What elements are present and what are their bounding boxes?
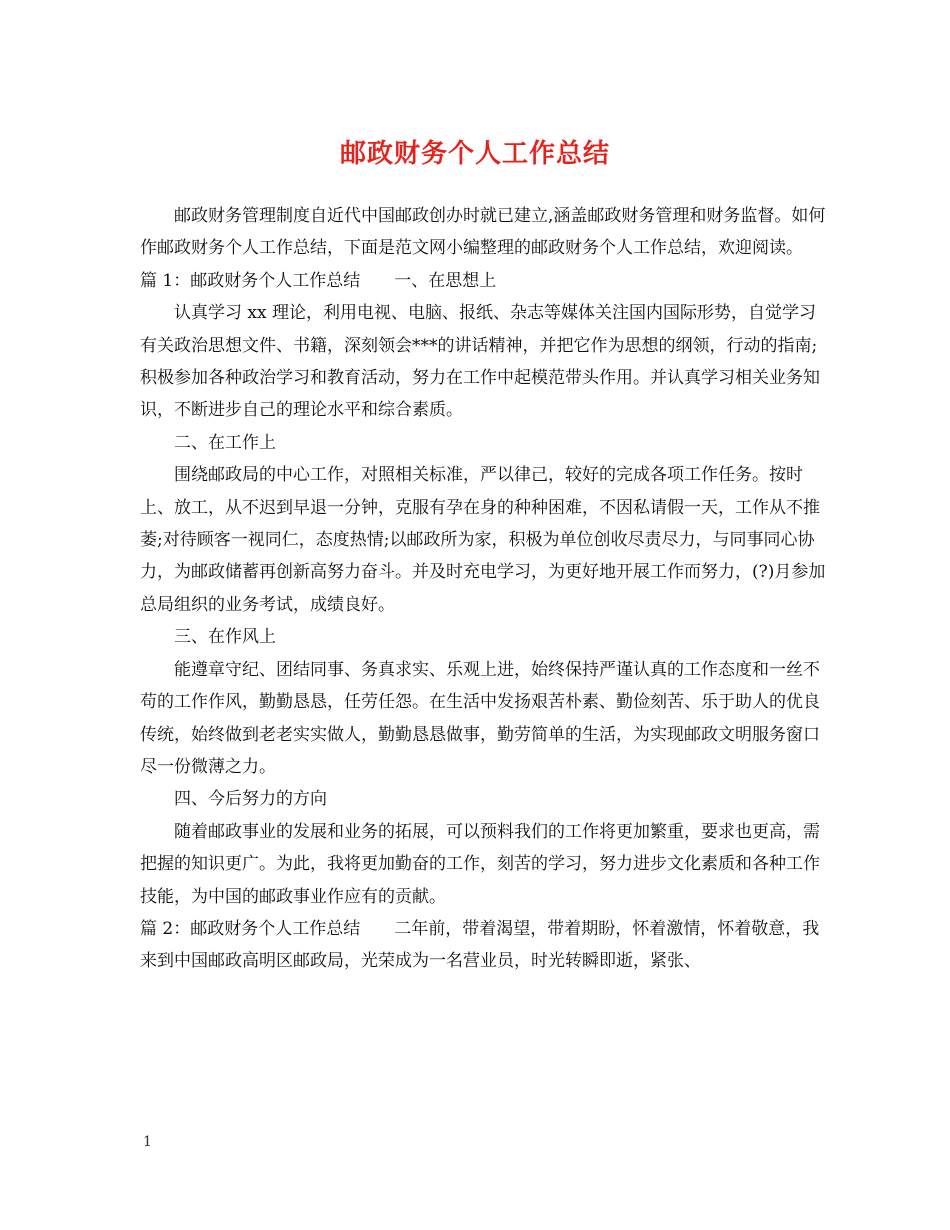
heading-work: 二、在工作上 xyxy=(174,432,276,453)
paragraph-section-1-heading: 篇 1：邮政财务个人工作总结 一、在思想上 xyxy=(140,270,497,291)
heading-style: 三、在作风上 xyxy=(174,627,276,648)
document-body xyxy=(140,200,826,978)
heading-future: 四、今后努力的方向 xyxy=(174,789,327,810)
document-title: 邮政财务个人工作总结 xyxy=(339,139,610,169)
paragraph-intro: 邮政财务管理制度自近代中国邮政创办时就已建立,涵盖邮政财务管理和财务监督。如何作邮政财务个人工作总结，下面是范文网小编整理的邮政财务个人工作总结，欢迎阅读。 xyxy=(140,206,826,259)
paragraph-thought: 认真学习 xx 理论，利用电视、电脑、报纸、杂志等媒体关注国内国际形势，自觉学习有关政治思想文件、书籍，深刻领会***的讲话精神，并把它作为思想的纲领，行动的指南;积极参加各种政治学习和教育活动，努力在工作中起模范带头作用。并认真学习相关业务知识，不断进步自己的理论水平和综合素质。 xyxy=(140,303,820,421)
paragraph-section-2: 篇 2：邮政财务个人工作总结 二年前，带着渴望，带着期盼，怀着激情，怀着敬意，我来到中国邮政高明区邮政局，光荣成为一名营业员，时光转瞬即逝，紧张、 xyxy=(140,918,820,972)
paragraph-style: 能遵章守纪、团结同事、务真求实、乐观上进，始终保持严谨认真的工作态度和一丝不苟的工作作风，勤勤恳恳，任劳任怨。在生活中发扬艰苦朴素、勤俭刻苦、乐于助人的优良传统，始终做到老老实实做人，勤勤恳恳做事，勤劳简单的生活，为实现邮政文明服务窗口尽一份微薄之力。 xyxy=(140,659,820,777)
page-number: 1 xyxy=(143,1134,152,1150)
paragraph-future: 随着邮政事业的发展和业务的拓展，可以预料我们的工作将更加繁重，要求也更高，需把握的知识更广。为此，我将更加勤奋的工作，刻苦的学习，努力进步文化素质和各种工作技能，为中国的邮政事业作应有的贡献。 xyxy=(140,821,820,907)
paragraph-work: 围绕邮政局的中心工作，对照相关标准，严以律己，较好的完成各项工作任务。按时上、放工，从不迟到早退一分钟，克服有孕在身的种种困难，不因私请假一天，工作从不推萎;对待顾客一视同仁，态度热情;以邮政所为家，积极为单位创收尽责尽力，与同事同心协力，为邮政储蓄再创新高努力奋斗。并及时充电学习，为更好地开展工作而努力，(?)月参加总局组织的业务考试，成绩良好。 xyxy=(140,465,826,615)
